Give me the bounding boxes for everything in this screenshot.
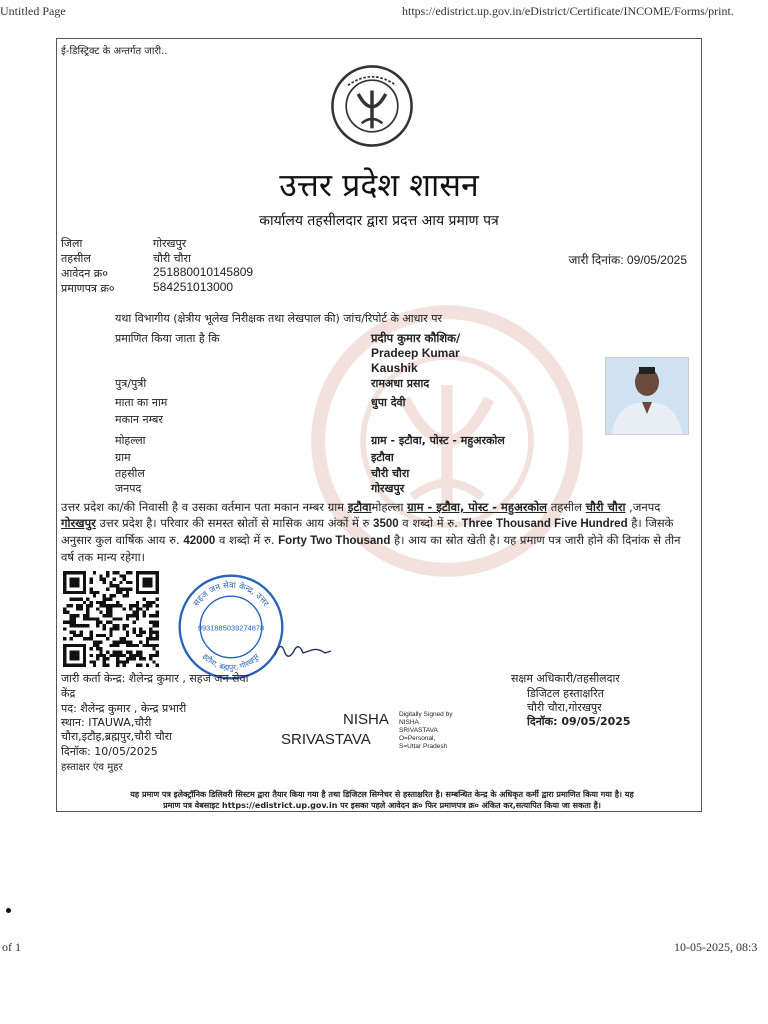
govt-title: उत्तर प्रदेश शासन xyxy=(279,166,479,204)
qr-code-icon xyxy=(63,571,159,667)
detail-value-village: इटौवा xyxy=(371,451,394,464)
detail-value-mother: धुपा देवी xyxy=(371,396,406,409)
handwritten-signature xyxy=(273,637,333,663)
print-datetime: 10-05-2025, 08:3 xyxy=(674,940,758,954)
certify-text: प्रमाणित किया जाता है कि xyxy=(115,332,220,345)
detail-label-tehsil: तहसील xyxy=(115,467,145,480)
authority-line-2: डिजिटल हस्ताक्षरित xyxy=(527,687,604,700)
detail-label-father: पुत्र/पुत्री xyxy=(115,377,147,390)
holder-name-en-1: Pradeep Kumar xyxy=(371,346,460,360)
certificate-paragraph: उत्तर प्रदेश का/की निवासी है व उसका वर्तमान पता मकान नम्बर ग्राम इटौवामोहल्ला ग्राम - इटौवा, पोस्ट - महुअरकोल तहसील चौरी चौरा ,जनपद गोरखपुर उत्तर प्रदेश है। परिवार की समस्त स्रोतों से मासिक आय अंकों में रु 3500 व शब्दो में रु. Three Thousand Five Hundred है। जिसके अनुसार कुल वार्षिक आय रु. 42000 व शब्दो में रु. Forty Two Thousand है। आय का स्रोत खेती है। यह प्रमाण पत्र जारी होने की दिनांक से तीन वर्ष तक मान्य रहेगा। xyxy=(61,500,681,564)
detail-label-mohalla: मोहल्ला xyxy=(115,434,146,447)
bullet-dot-icon xyxy=(6,908,11,913)
detail-label-janpad: जनपद xyxy=(115,482,142,495)
digital-sign-details: Digitally Signed by NISHA SRIVASTAVA O=Personal, S=Uttar Pradesh xyxy=(399,711,453,750)
page-url: https://edistrict.up.gov.in/eDistrict/Certificate/INCOME/Forms/print. xyxy=(402,4,734,18)
field-label-application-no: आवेदन क्र० xyxy=(61,267,108,280)
digital-sign-name-1: NISHA xyxy=(343,711,389,728)
page-count: of 1 xyxy=(2,940,21,954)
income-certificate xyxy=(56,38,702,812)
footer-note-1: यह प्रमाण पत्र इलेक्ट्रॉनिक डिलिवरी सिस्टम द्वारा तैयार किया गया है तथा डिजिटल सिग्नेचर से हस्ताक्षरित है। सम्बन्धित केन्द्र के अधिकृत कर्मी द्वारा प्रमाणित किया गया है। यह xyxy=(130,790,634,799)
detail-value-janpad: गोरखपुर xyxy=(371,482,405,495)
footer-note-2: प्रमाण पत्र वेबसाइट https://edistrict.up.gov.in पर इसका पहले आवेदन क्र० फिर प्रमाणपत्र क्र० अंकित कर,सत्यापित किया जा सकता है। xyxy=(163,801,601,810)
holder-name-hindi: प्रदीप कुमार कौशिक/ xyxy=(371,331,461,345)
certificate-title: कार्यालय तहसीलदार द्वारा प्रदत्त आय प्रमाण पत्र xyxy=(259,213,499,229)
field-label-tehsil: तहसील xyxy=(61,252,91,265)
svg-text:सहज जन सेवा केन्द्र, उत्तर: सहज जन सेवा केन्द्र, उत्तर xyxy=(190,579,272,608)
field-value-district: गोरखपुर xyxy=(153,237,187,250)
seva-kendra-stamp xyxy=(175,571,287,683)
detail-label-house-no: मकान नम्बर xyxy=(115,413,163,426)
up-govt-emblem-icon xyxy=(329,63,415,149)
field-label-district: जिला xyxy=(61,237,83,250)
detail-value-father: रामअधा प्रसाद xyxy=(371,377,430,390)
issuer-center: जारी कर्ता केन्द्र: शैलेन्द्र कुमार , सहज जन सेवा xyxy=(61,672,249,685)
svg-text:9931885039274878: 9931885039274878 xyxy=(197,623,265,633)
detail-value-mohalla: ग्राम - इटौवा, पोस्ट - महुअरकोल xyxy=(371,434,505,447)
issuer-date: दिनॉक: 10/05/2025 xyxy=(61,745,158,758)
authority-line-3: चौरी चौरा,गोरखपुर xyxy=(527,701,602,714)
field-label-certificate-no: प्रमाणपत्र क्र० xyxy=(61,282,115,295)
field-value-tehsil: चौरी चौरा xyxy=(153,252,191,265)
basis-text: यथा विभागीय (क्षेत्रीय भूलेख निरीक्षक तथा लेखपाल की) जांच/रिपोर्ट के आधार पर xyxy=(115,312,442,325)
issuer-post: पद: शैलेन्द्र कुमार , केन्द्र प्रभारी xyxy=(61,702,187,715)
svg-text:इटौवा, ब्रह्मपुर, गोरखपुर: इटौवा, ब्रह्मपुर, गोरखपुर xyxy=(200,651,262,672)
authority-date: दिनॉक: 09/05/2025 xyxy=(527,715,631,728)
issuer-place: स्थान: ITAUWA,चौरी xyxy=(61,716,152,729)
authority-title: सक्षम अधिकारी/तहसीलदार xyxy=(511,672,620,685)
holder-name-en-2: Kaushik xyxy=(371,361,418,375)
field-value-certificate-no: 584251013000 xyxy=(153,280,234,294)
issuer-address: चौरा,इटौह,ब्रह्मपुर,चौरी चौरा xyxy=(61,730,173,743)
issuer-center-2: केंद्र xyxy=(61,687,76,700)
detail-label-village: ग्राम xyxy=(115,451,131,464)
issued-under-note: ई-डिस्ट्रिक्ट के अन्तर्गत जारी.. xyxy=(61,46,168,57)
detail-label-mother: माता का नाम xyxy=(115,396,168,409)
sign-seal-label: हस्ताक्षर एंव मुहर xyxy=(61,762,123,773)
applicant-photo xyxy=(605,357,689,435)
digital-sign-name-2: SRIVASTAVA xyxy=(281,731,371,748)
detail-value-tehsil: चौरी चौरा xyxy=(371,467,410,480)
page-title: Untitled Page xyxy=(0,4,66,18)
field-value-application-no: 251880010145809 xyxy=(153,265,254,279)
issue-date: जारी दिनांक: 09/05/2025 xyxy=(568,253,687,267)
